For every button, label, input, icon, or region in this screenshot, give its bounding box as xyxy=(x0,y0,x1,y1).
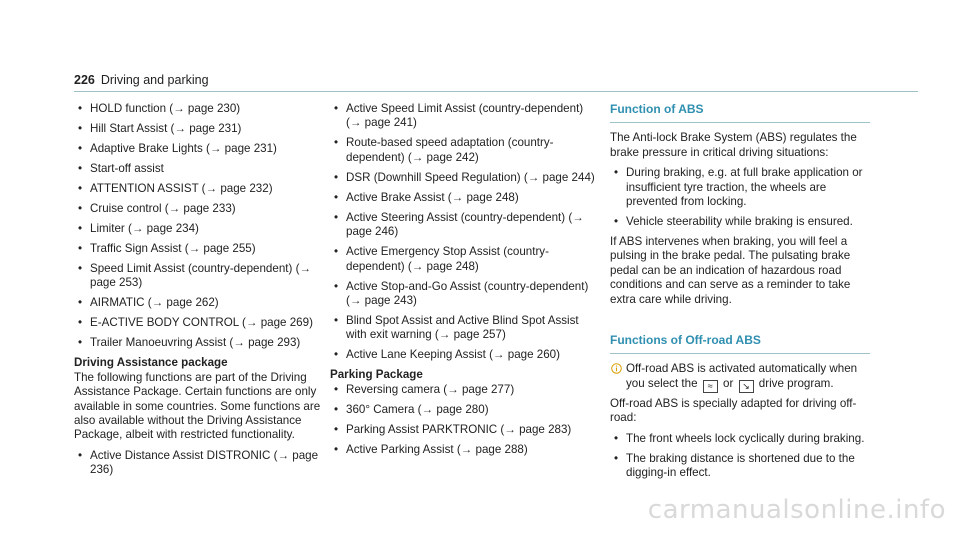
list-item: • Active Parking Assist (→ page 288) xyxy=(330,443,595,457)
page-number: 226 xyxy=(74,73,95,87)
list-item: • Cruise control (→ page 233) xyxy=(74,202,336,216)
header-divider xyxy=(74,91,918,92)
column-1 xyxy=(74,102,336,483)
list-item: • Hill Start Assist (→ page 231) xyxy=(74,122,336,136)
list-item: • Vehicle steerability while braking is ensured. xyxy=(610,215,870,229)
list-item: • E-ACTIVE BODY CONTROL (→ page 269) xyxy=(74,316,336,330)
watermark: carmanualsonline.info xyxy=(647,495,946,525)
abs-list xyxy=(610,166,870,229)
list-item: • Active Steering Assist (country-dependent) (→ page 246) xyxy=(330,211,595,240)
list-item: • Active Speed Limit Assist (country-dependent) (→ page 241) xyxy=(330,102,595,131)
column-3 xyxy=(610,102,870,486)
abs-text: The Anti-lock Brake System (ABS) regulates the brake pressure in critical driving situations: xyxy=(610,131,857,159)
list-item: • 360° Camera (→ page 280) xyxy=(330,403,595,417)
list-item: • Traffic Sign Assist (→ page 255) xyxy=(74,242,336,256)
list-item: • Active Distance Assist DISTRONIC (→ page 236) xyxy=(74,449,336,478)
feature-list xyxy=(74,449,336,478)
section-heading: Driving Assistance package xyxy=(74,356,228,370)
list-item: • Active Lane Keeping Assist (→ page 260) xyxy=(330,348,595,362)
offroad-abs-heading: Functions of Off-road ABS xyxy=(610,333,870,354)
list-item: • Active Brake Assist (→ page 248) xyxy=(330,191,595,205)
list-item: • The braking distance is shortened due to the digging-in effect. xyxy=(610,452,870,481)
feature-list xyxy=(74,102,336,351)
list-item: • Limiter (→ page 234) xyxy=(74,222,336,236)
list-item: • HOLD function (→ page 230) xyxy=(74,102,336,116)
list-item: • Parking Assist PARKTRONIC (→ page 283) xyxy=(330,423,595,437)
note-text-or: or xyxy=(723,376,734,390)
note-text-start: Off-road ABS is activated automatically when you select the xyxy=(626,362,858,390)
list-item: • During braking, e.g. at full brake application or insufficient tyre traction, the wheels are prevented from locking. xyxy=(610,166,870,209)
section-text: The following functions are part of the Driving Assistance Package. Certain functions are only available in some countries. Some functions are also available without the Driving Assistance Package, albeit with restricted functionality. xyxy=(74,370,321,442)
info-icon xyxy=(611,363,622,374)
page-header xyxy=(74,73,209,87)
list-item: • DSR (Downhill Speed Regulation) (→ page 244) xyxy=(330,171,595,185)
list-item: • AIRMATIC (→ page 262) xyxy=(74,296,336,310)
list-item: • Start-off assist xyxy=(74,162,336,176)
list-item: • The front wheels lock cyclically during braking. xyxy=(610,432,870,446)
list-item: • Active Stop-and-Go Assist (country-dependent) (→ page 243) xyxy=(330,280,595,309)
feature-list xyxy=(330,102,595,363)
feature-list xyxy=(330,383,595,457)
note-text-end: drive program. xyxy=(758,376,834,390)
offroad-list xyxy=(610,432,870,481)
terrain-mode-icon: ≈ xyxy=(703,380,718,393)
abs-text-2: If ABS intervenes when braking, you will feel a pulsing in the brake pedal. The pulsating brake pedal can be an indication of hazardous road conditions and can serve as a reminder to take extra care while driving. xyxy=(610,235,851,306)
list-item: • Reversing camera (→ page 277) xyxy=(330,383,595,397)
list-item: • Blind Spot Assist and Active Blind Spot Assist with exit warning (→ page 257) xyxy=(330,314,595,343)
offroad-mode-icon: ↘ xyxy=(739,380,754,393)
column-2 xyxy=(330,102,595,463)
info-note xyxy=(610,362,870,392)
list-item: • Adaptive Brake Lights (→ page 231) xyxy=(74,142,336,156)
abs-heading: Function of ABS xyxy=(610,102,870,123)
offroad-text: Off-road ABS is specially adapted for driving off-road: xyxy=(610,396,857,425)
list-item: • Speed Limit Assist (country-dependent) (→ page 253) xyxy=(74,262,336,291)
list-item: • Active Emergency Stop Assist (country-dependent) (→ page 248) xyxy=(330,245,595,274)
list-item: • Route-based speed adaptation (country-dependent) (→ page 242) xyxy=(330,136,595,165)
list-item: • Trailer Manoeuvring Assist (→ page 293) xyxy=(74,336,336,350)
list-item: • ATTENTION ASSIST (→ page 232) xyxy=(74,182,336,196)
section-heading: Parking Package xyxy=(330,368,423,382)
page-header-title: Driving and parking xyxy=(100,73,209,87)
